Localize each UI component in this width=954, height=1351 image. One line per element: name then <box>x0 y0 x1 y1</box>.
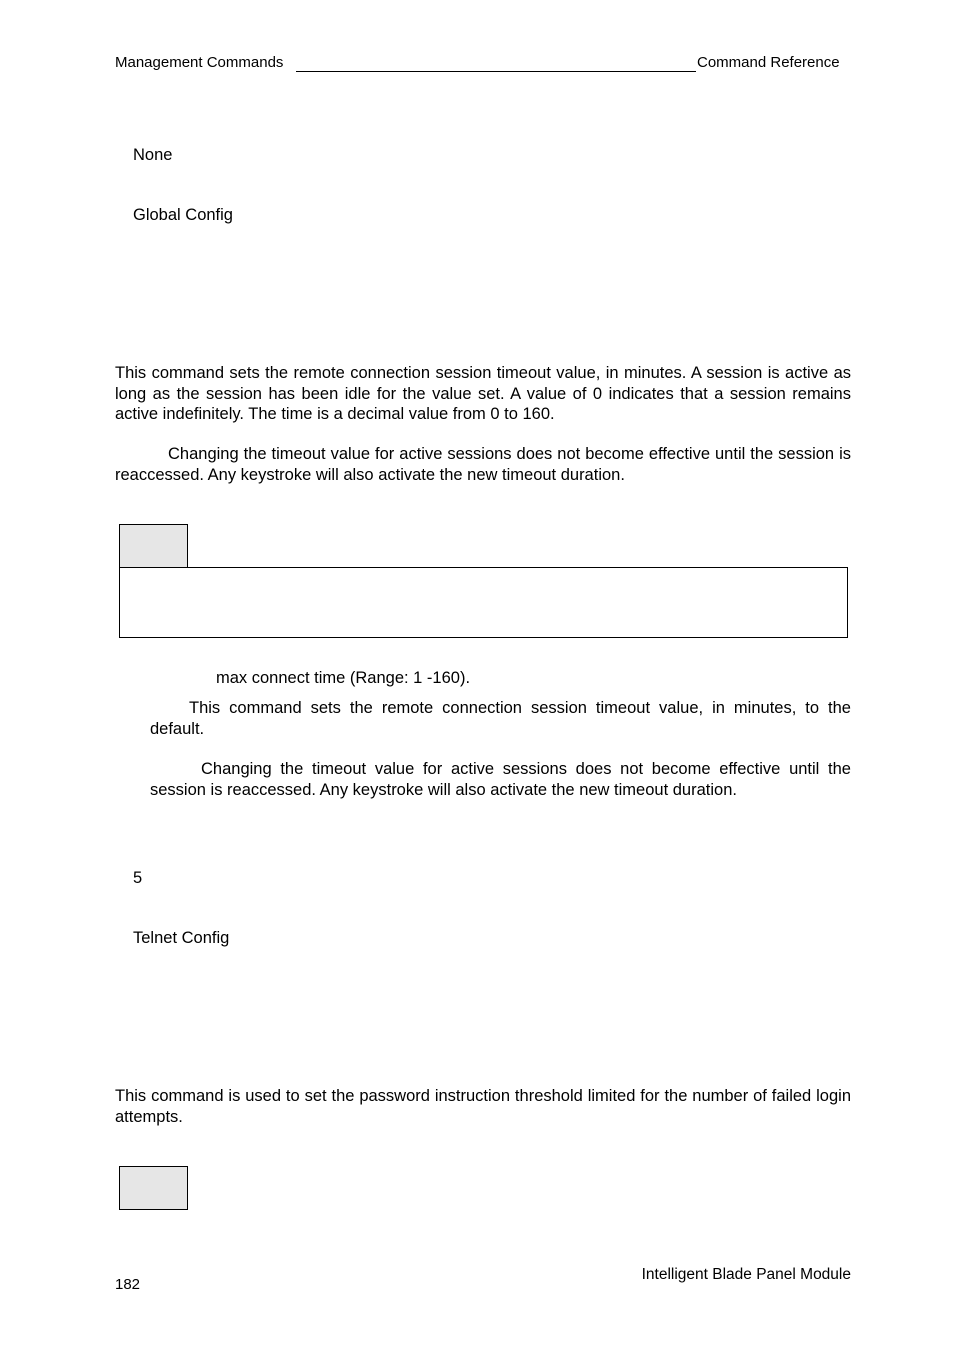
no-form-description: This command sets the remote connection session timeout value, in minutes, to the default. <box>150 699 851 738</box>
footer-title: Intelligent Blade Panel Module <box>641 1266 851 1283</box>
no-form-note: Changing the timeout value for active sessions does not become effective until the session is reaccessed. Any keystroke will also activate the new timeout duration. <box>150 760 851 799</box>
command-mode-2: Telnet Config <box>133 929 230 947</box>
default-value: None <box>133 146 173 164</box>
header-rule <box>296 71 696 72</box>
format-label-cell <box>119 524 188 568</box>
format-command-box <box>119 567 848 638</box>
password-threshold-description: This command is used to set the password instruction threshold limited for the number of failed login attempts. <box>115 1087 851 1126</box>
command-description: This command sets the remote connection session timeout value, in minutes. A session is active as long as the session has been idle for the value set. A value of 0 indicates that a session remains active indefinitely. The time is a decimal value from 0 to 160. <box>115 364 851 423</box>
header-right-title: Command Reference <box>697 54 840 71</box>
command-note: Changing the timeout value for active sessions does not become effective until the session is reaccessed. Any keystroke will also activate the new timeout duration. <box>115 445 851 484</box>
default-value-2: 5 <box>133 869 143 887</box>
parameter-description: max connect time (Range: 1 -160). <box>216 669 471 687</box>
command-mode: Global Config <box>133 206 233 224</box>
header-left-title: Management Commands <box>115 54 284 71</box>
page-number: 182 <box>115 1276 141 1293</box>
format-label-cell-2 <box>119 1166 188 1210</box>
